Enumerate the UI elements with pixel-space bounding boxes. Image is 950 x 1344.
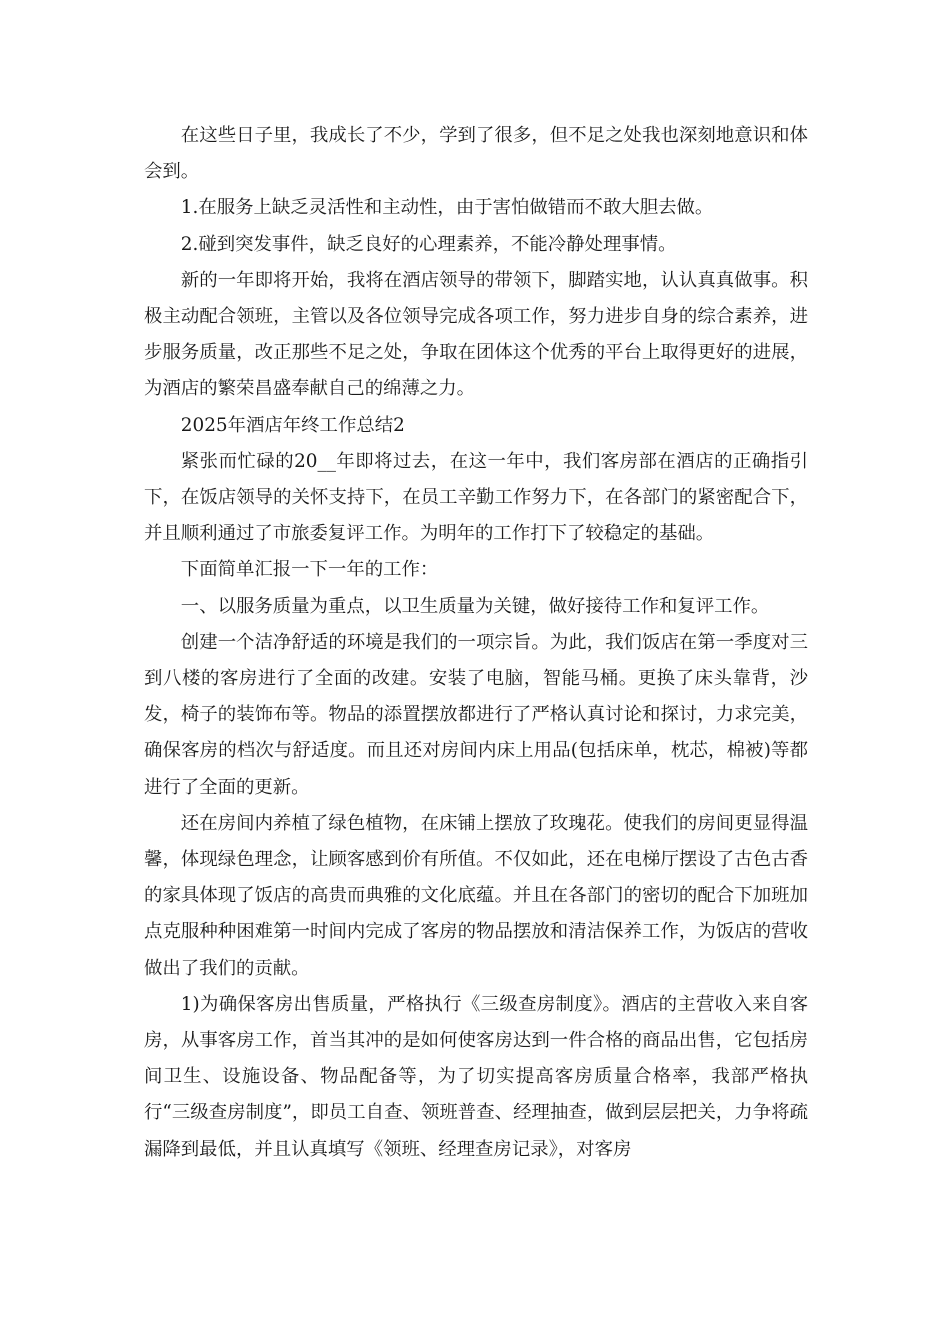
- paragraph-heading-one: 一、以服务质量为重点，以卫生质量为关键，做好接待工作和复评工作。: [180, 595, 770, 617]
- paragraph-new-year-plan: 新的一年即将开始，我将在酒店领导的带领下，脚踏实地，认认真真做事。积极主动配合领班，主管以及各位领导完成各项工作，努力进步自身的综合素养，进步服务质量，改正那些不足之处，争取在团体这个优秀的平台上取得更好的进展，为酒店的繁荣昌盛奉献自己的绵薄之力。: [144, 269, 808, 400]
- paragraph-inspection: 1)为确保客房出售质量，严格执行《三级查房制度》。酒店的主营收入来自客房，从事客房工作，首当其冲的是如何使客房达到一件合格的商品出售，它包括房间卫生、设施设备、物品配备等，为了切实提高客房质量合格率，我部严格执行“三级查房制度”，即员工自查、领班普查、经理抽查，做到层层把关，力争将疏漏降到最低，并且认真填写《领班、经理查房记录》，对客房: [144, 993, 808, 1160]
- paragraph-intro: 紧张而忙碌的20__年即将过去，在这一年中，我们客房部在酒店的正确指引下，在饭店领导的关怀支持下，在员工辛勤工作努力下，在各部门的紧密配合下，并且顺利通过了市旅委复评工作。为明年的工作打下了较稳定的基础。: [144, 450, 808, 545]
- paragraph-shortcoming-1: 1.在服务上缺乏灵活性和主动性，由于害怕做错而不敢大胆去做。: [180, 197, 714, 219]
- paragraph-renovation: 创建一个洁净舒适的环境是我们的一项宗旨。为此，我们饭店在第一季度对三到八楼的客房进行了全面的改建。安装了电脑，智能马桶。更换了床头靠背，沙发，椅子的装饰布等。物品的添置摆放都进行了严格认真讨论和探讨，力求完美，确保客房的档次与舒适度。而且还对房间内床上用品(包括床单，枕芯，棉被)等都进行了全面的更新。: [144, 631, 808, 798]
- paragraph-report-lead: 下面简单汇报一下一年的工作：: [180, 559, 439, 581]
- section-title: 2025年酒店年终工作总结2: [180, 414, 405, 436]
- paragraph-shortcoming-2: 2.碰到突发事件，缺乏良好的心理素养，不能冷静处理事情。: [180, 233, 677, 255]
- paragraph-green-plants: 还在房间内养植了绿色植物，在床铺上摆放了玫瑰花。使我们的房间更显得温馨，体现绿色理念，让顾客感到价有所值。不仅如此，还在电梯厅摆设了古色古香的家具体现了饭店的高贵而典雅的文化底蕴。并且在各部门的密切的配合下加班加点克服种种困难第一时间内完成了客房的物品摆放和清洁保养工作，为饭店的营收做出了我们的贡献。: [144, 812, 808, 979]
- document-body: [144, 118, 808, 1168]
- paragraph-reflection: 在这些日子里，我成长了不少，学到了很多，但不足之处我也深刻地意识和体会到。: [144, 125, 808, 183]
